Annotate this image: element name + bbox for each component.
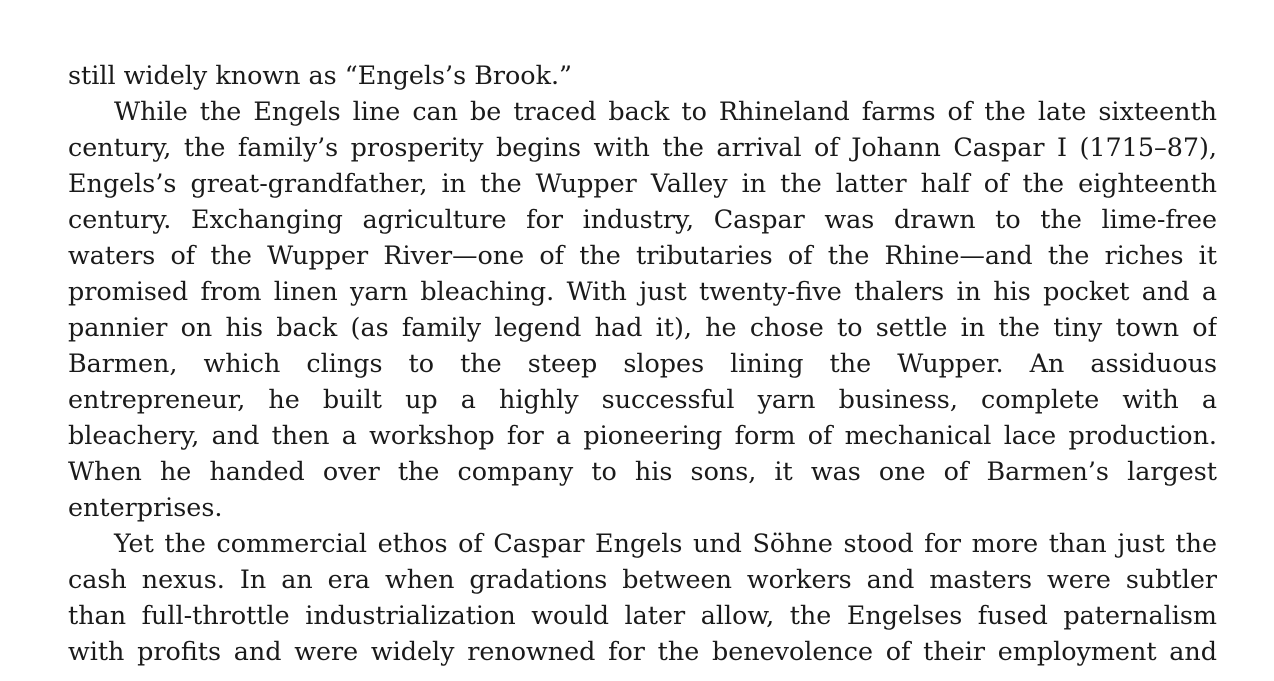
text-line: Yet the commercial ethos of Caspar Engels und Söhne stood for more than just the (114, 528, 1217, 558)
text-line: bleachery, and then a workshop for a pioneering form of mechanical lace production. (68, 420, 1217, 450)
text-line: When he handed over the company to his sons, it was one of Barmen’s largest (68, 456, 1217, 486)
text-line: cash nexus. In an era when gradations between workers and masters were subtler (68, 564, 1217, 594)
text-line: Barmen, which clings to the steep slopes lining the Wupper. An assiduous (68, 348, 1217, 378)
text-line: Engels’s great-grandfather, in the Wupper Valley in the latter half of the eighteenth (68, 168, 1217, 198)
text-line: than full-throttle industrialization would later allow, the Engelses fused paternalism (68, 600, 1217, 630)
text-line: pannier on his back (as family legend had it), he chose to settle in the tiny town of (68, 312, 1217, 342)
document-body (68, 57, 1217, 669)
text-line: enterprises. (68, 492, 223, 522)
text-line: entrepreneur, he built up a highly successful yarn business, complete with a (68, 384, 1217, 414)
text-line: promised from linen yarn bleaching. With just twenty-five thalers in his pocket and a (68, 276, 1217, 306)
text-line: still widely known as “Engels’s Brook.” (68, 60, 573, 90)
text-line: century, the family’s prosperity begins with the arrival of Johann Caspar I (1715–87), (68, 132, 1217, 162)
text-line: While the Engels line can be traced back to Rhineland farms of the late sixteenth (114, 96, 1217, 126)
text-line: waters of the Wupper River—one of the tributaries of the Rhine—and the riches it (68, 240, 1217, 270)
text-line: with profits and were widely renowned for the benevolence of their employment and (68, 636, 1217, 666)
text-line: century. Exchanging agriculture for industry, Caspar was drawn to the lime-free (68, 204, 1217, 234)
